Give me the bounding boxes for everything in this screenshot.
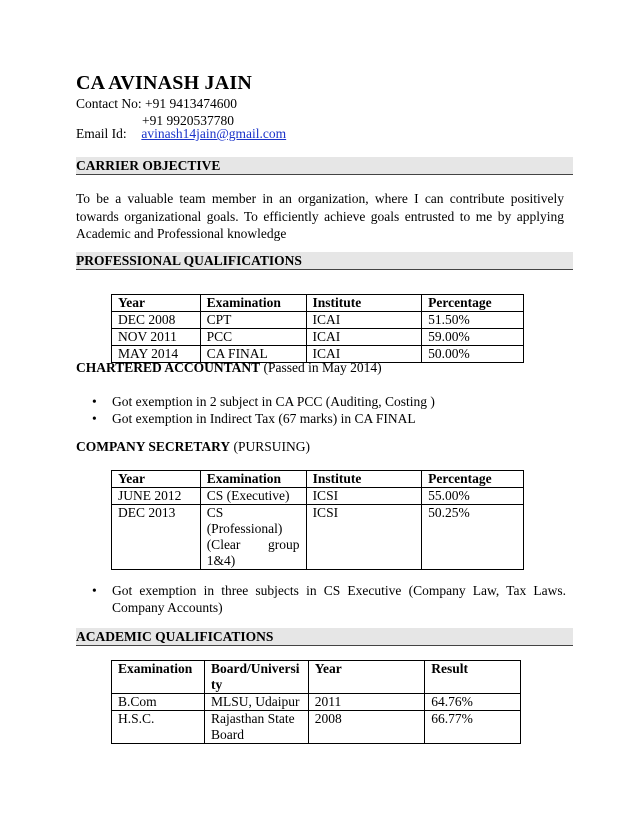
table-header-cell: Examination: [200, 295, 306, 312]
list-item: [76, 393, 566, 410]
table-cell: H.S.C.: [112, 711, 205, 744]
cs-exemption-list: [76, 582, 566, 616]
table-header-cell: Year: [308, 661, 425, 694]
table-cell: 64.76%: [425, 694, 521, 711]
email-link[interactable]: avinash14jain@gmail.com: [141, 126, 287, 141]
table-cell: 2011: [308, 694, 425, 711]
ca-note: (Passed in May 2014): [263, 360, 382, 375]
table-header-cell: Year: [112, 471, 201, 488]
table-cell: NOV 2011: [112, 329, 201, 346]
table-header-cell: Percentage: [422, 471, 524, 488]
table-cell: 50.00%: [422, 346, 524, 363]
list-item: [76, 410, 566, 427]
candidate-name: CA AVINASH JAIN: [76, 72, 253, 94]
table-header-row: [112, 661, 521, 694]
table-row: [112, 711, 521, 744]
table-cell: 55.00%: [422, 488, 524, 505]
table-header-cell: Result: [425, 661, 521, 694]
academic-table: [111, 660, 521, 744]
table-cell: 2008: [308, 711, 425, 744]
contact-label: Contact No:: [76, 96, 142, 111]
cs-title: COMPANY SECRETARY: [76, 439, 231, 454]
email-line: [76, 126, 286, 142]
table-cell: B.Com: [112, 694, 205, 711]
cs-note: (PURSUING): [233, 439, 311, 454]
list-item: [76, 582, 566, 616]
table-row: [112, 329, 524, 346]
table-header-row: [112, 295, 524, 312]
table-cell: 51.50%: [422, 312, 524, 329]
objective-line: Academic and Professional knowledge: [76, 226, 287, 241]
contact-line-1: [76, 96, 237, 112]
ca-exemption-list: [76, 393, 566, 427]
list-item-text: Got exemption in three subjects in CS Executive (Company Law, Tax Laws. Company Accounts): [112, 583, 566, 615]
table-cell: ICSI: [306, 505, 422, 570]
table-cell: ICAI: [306, 312, 422, 329]
ca-title: CHARTERED ACCOUNTANT: [76, 360, 261, 375]
table-cell: ICAI: [306, 346, 422, 363]
objective-text: [76, 190, 564, 243]
table-cell: CS (Executive): [200, 488, 306, 505]
bullet-icon: •: [92, 394, 97, 409]
table-header-cell: Examination: [200, 471, 306, 488]
table-cell: CA FINAL: [200, 346, 306, 363]
section-heading-professional: PROFESSIONAL QUALIFICATIONS: [76, 252, 573, 270]
section-heading-academic: ACADEMIC QUALIFICATIONS: [76, 628, 573, 646]
table-header-cell: Examination: [112, 661, 205, 694]
table-cell: Rajasthan State Board: [204, 711, 308, 744]
ca-exam-table: [111, 294, 524, 363]
table-cell: DEC 2013: [112, 505, 201, 570]
email-label: Email Id:: [76, 126, 127, 141]
table-cell: MLSU, Udaipur: [204, 694, 308, 711]
bullet-icon: •: [92, 583, 97, 598]
table-cell: 66.77%: [425, 711, 521, 744]
table-cell: CPT: [200, 312, 306, 329]
table-row: [112, 488, 524, 505]
phone-secondary: +91 9920537780: [142, 113, 234, 128]
cs-subheading: [76, 439, 310, 455]
table-row: [112, 312, 524, 329]
table-cell: 50.25%: [422, 505, 524, 570]
table-header-cell: Board/University: [204, 661, 308, 694]
list-item-text: Got exemption in Indirect Tax (67 marks) in CA FINAL: [112, 411, 416, 426]
table-cell: PCC: [200, 329, 306, 346]
table-cell: 59.00%: [422, 329, 524, 346]
table-header-cell: Percentage: [422, 295, 524, 312]
section-heading-objective: CARRIER OBJECTIVE: [76, 157, 573, 175]
table-header-cell: Year: [112, 295, 201, 312]
table-cell: ICAI: [306, 329, 422, 346]
table-cell: JUNE 2012: [112, 488, 201, 505]
objective-line: towards organizational goals. To efficiently achieve goals entrusted to me by applying: [76, 208, 564, 224]
table-header-cell: Institute: [306, 471, 422, 488]
table-cell: CS (Professional) (Clear group 1&4): [200, 505, 306, 570]
phone-primary: +91 9413474600: [145, 96, 237, 111]
table-cell: DEC 2008: [112, 312, 201, 329]
ca-subheading: [76, 360, 382, 376]
table-row: [112, 505, 524, 570]
objective-line: To be a valuable team member in an organization, where I can contribute positively: [76, 191, 564, 206]
table-row: [112, 694, 521, 711]
table-cell: MAY 2014: [112, 346, 201, 363]
table-header-row: [112, 471, 524, 488]
cs-exam-table: [111, 470, 524, 570]
table-cell: ICSI: [306, 488, 422, 505]
table-header-cell: Institute: [306, 295, 422, 312]
bullet-icon: •: [92, 411, 97, 426]
list-item-text: Got exemption in 2 subject in CA PCC (Auditing, Costing ): [112, 394, 435, 409]
